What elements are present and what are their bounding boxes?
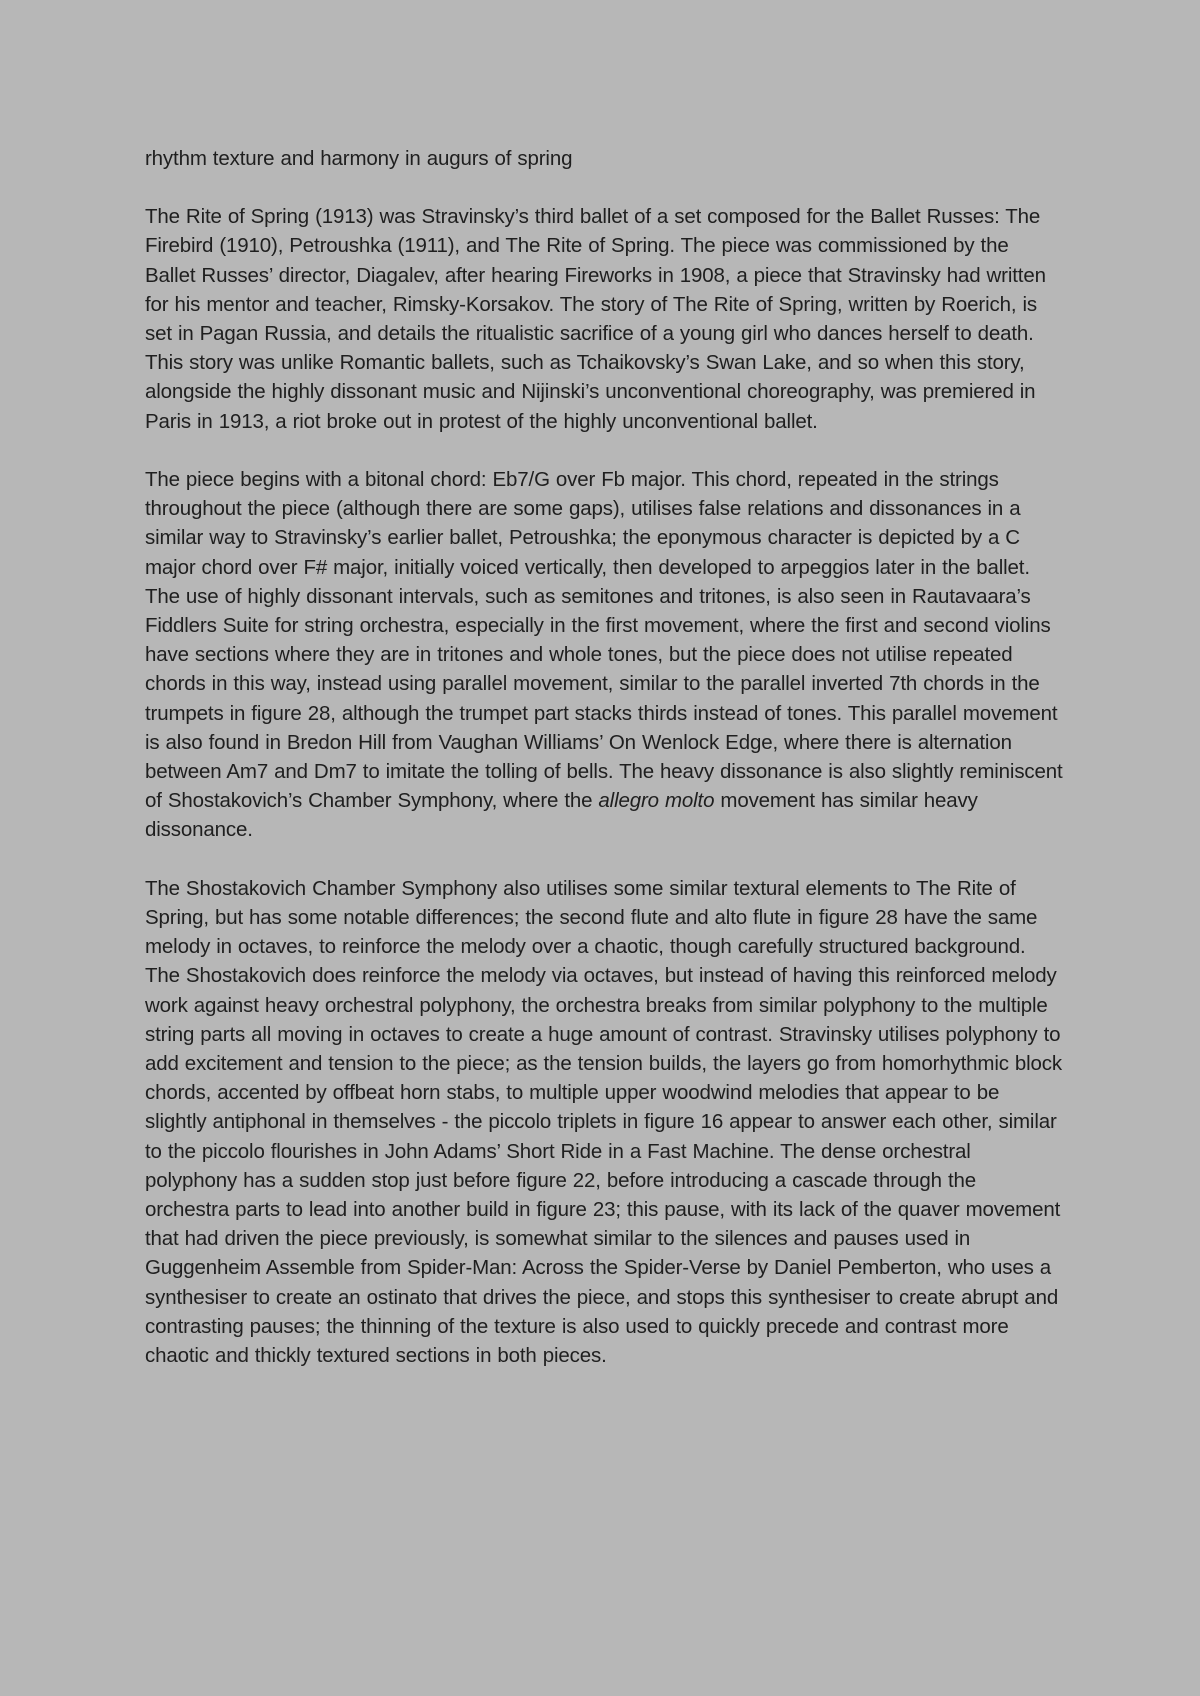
document-title: rhythm texture and harmony in augurs of spring (145, 147, 573, 170)
italic-term-allegro-molto: allegro molto (598, 789, 715, 813)
paragraph-history (145, 202, 1065, 436)
paragraph-harmony (145, 465, 1065, 845)
paragraph-harmony-text: The piece begins with a bitonal chord: Eb7/G over Fb major. This chord, repeated in the strings throughout the piece (although there are some gaps), utilises false relations and dissonances in a similar way to Stravinsky’s earlier ballet, Petroushka; the eponymous character is depicted by a C major chord over F# major, initially voiced vertically, then developed to arpeggios later in the ballet. The use of highly dissonant intervals, such as semitones and tritones, is also seen in Rautavaara’s Fiddlers Suite for string orchestra, especially in the first movement, where the first and second violins have sections where they are in tritones and whole tones, but the piece does not utilise repeated chords in this way, instead using parallel movement, similar to the parallel inverted 7th chords in the trumpets in figure 28, although the trumpet part stacks thirds instead of tones. This parallel movement is also found in Bredon Hill from Vaughan Williams’ On Wenlock Edge, where there is alternation between Am7 and Dm7 to imitate the tolling of bells. The heavy dissonance is also slightly reminiscent of Shostakovich’s Chamber Symphony, where the (145, 468, 1063, 813)
paragraph-texture-text: The Shostakovich Chamber Symphony also utilises some similar textural elements to The Rite of Spring, but has some notable differences; the second flute and alto flute in figure 28 have the same melody in octaves, to reinforce the melody over a chaotic, though carefully structured background. The Shostakovich does reinforce the melody via octaves, but instead of having this reinforced melody work against heavy orchestral polyphony, the orchestra breaks from similar polyphony to the multiple string parts all moving in octaves to create a huge amount of contrast. Stravinsky utilises polyphony to add excitement and tension to the piece; as the tension builds, the layers go from homorhythmic block chords, accented by offbeat horn stabs, to multiple upper woodwind melodies that appear to be slightly antiphonal in themselves - the piccolo triplets in figure 16 appear to answer each other, similar to the piccolo flourishes in John Adams’ Short Ride in a Fast Machine. The dense orchestral polyphony has a sudden stop just before figure 22, before introducing a cascade through the orchestra parts to lead into another build in figure 23; this pause, with its lack of the quaver movement that had driven the piece previously, is somewhat similar to the silences and pauses used in Guggenheim Assemble from Spider-Man: Across the Spider-Verse by Daniel Pemberton, who uses a synthesiser to create an ostinato that drives the piece, and stops this synthesiser to create abrupt and contrasting pauses; the thinning of the texture is also used to quickly precede and contrast more chaotic and thickly textured sections in both pieces. (145, 876, 1063, 1368)
paragraph-harmony-text-end: movement has similar heavy dissonance. (145, 789, 978, 842)
paragraph-history-text: The Rite of Spring (1913) was Stravinsky’s third ballet of a set composed for the Ballet Russes: The Firebird (1910), Petroushka (1911), and The Rite of Spring. The piece was commissioned by the Ballet Russes’ director, Diagalev, after hearing Fireworks in 1908, a piece that Stravinsky had written for his mentor and teacher, Rimsky-Korsakov. The story of The Rite of Spring, written by Roerich, is set in Pagan Russia, and details the ritualistic sacrifice of a young girl who dances herself to death. This story was unlike Romantic ballets, such as Tchaikovsky’s Swan Lake, and so when this story, alongside the highly dissonant music and Nijinski’s unconventional choreography, was premiered in Paris in 1913, a riot broke out in protest of the highly unconventional ballet. (145, 205, 1046, 433)
paragraph-texture (145, 874, 1065, 1370)
document-page (145, 144, 1065, 1399)
